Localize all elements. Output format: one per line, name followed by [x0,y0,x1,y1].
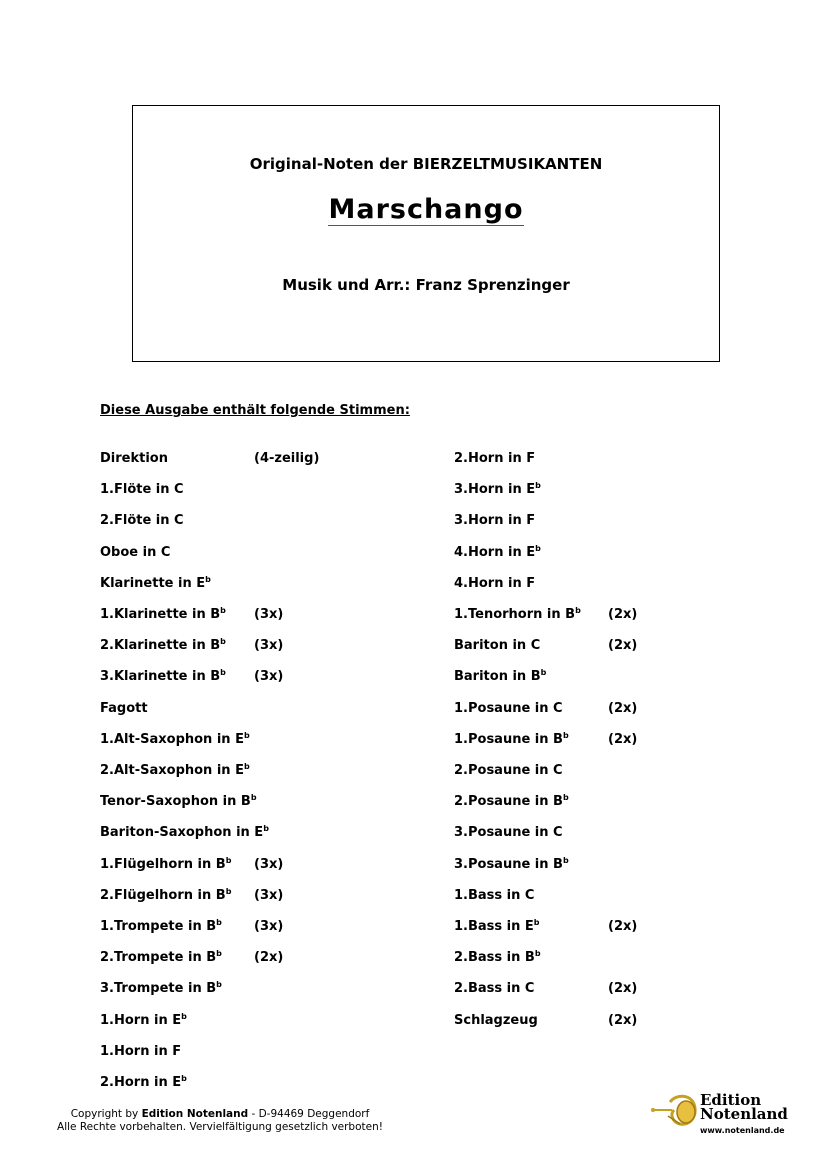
part-count: (2x) [608,981,638,996]
part-label: Bariton-Saxophon in E [100,825,264,840]
flat-sign: b [535,544,541,553]
part-label: 1.Posaune in B [454,732,563,747]
part-label: Bariton in B [454,669,541,684]
part-name [100,1044,181,1060]
flat-sign: b [225,856,232,865]
part-count: (2x) [608,607,638,622]
flat-sign: b [263,824,269,833]
title-text: Marschango [328,194,524,225]
part-label: Fagott [100,701,148,716]
part-name [454,794,569,810]
part-count: (3x) [254,857,284,872]
flat-sign: b [533,918,540,927]
part-name [100,888,231,904]
part-label: 1.Flöte in C [100,482,184,497]
part-label: 2.Flöte in C [100,513,184,528]
part-label: 2.Klarinette in B [100,638,221,653]
parts-heading: Diese Ausgabe enthält folgende Stimmen: [100,403,410,418]
part-name [100,825,269,841]
part-name [100,732,250,748]
copyright-line [50,1108,390,1121]
part-label: 2.Horn in F [454,451,536,466]
part-name [100,513,184,529]
flat-sign: b [562,731,569,740]
title-box [132,105,720,362]
flat-sign: b [535,481,541,490]
part-name [454,1013,538,1029]
part-name [100,794,257,810]
part-name [100,607,226,623]
part-label: 3.Posaune in B [454,857,563,872]
rights-line: Alle Rechte vorbehalten. Vervielfältigung gesetzlich verboten! [57,1121,383,1133]
part-name [100,919,222,935]
flat-sign: b [181,1012,187,1021]
flat-sign: b [540,668,547,677]
part-name [100,857,231,873]
part-name [454,513,535,529]
part-count: (3x) [254,607,284,622]
part-name [454,701,563,717]
part-name [454,451,535,467]
part-name [454,732,569,748]
part-label: Tenor-Saxophon in B [100,794,251,809]
part-label: Direktion [100,451,168,466]
part-label: 1.Flügelhorn in B [100,857,226,872]
part-label: Bariton in C [454,638,541,653]
part-name [100,669,226,685]
part-label: Oboe in C [100,545,171,560]
part-count: (2x) [608,1013,638,1028]
part-name [100,701,148,717]
part-label: 2.Alt-Saxophon in E [100,763,244,778]
part-label: 2.Horn in E [100,1075,182,1090]
part-label: 1.Bass in C [454,888,535,903]
part-name [454,545,541,561]
part-count: (2x) [608,701,638,716]
part-count: (2x) [608,732,638,747]
part-name [454,482,541,498]
copyright-brand: Edition Notenland [141,1108,249,1120]
part-count: (4-zeilig) [254,451,320,466]
part-label: 3.Klarinette in B [100,669,221,684]
flat-sign: b [220,606,226,615]
part-name [454,825,563,841]
part-name [100,950,222,966]
part-label: 2.Flügelhorn in B [100,888,226,903]
part-label: 3.Horn in F [454,513,536,528]
part-count: (3x) [254,669,284,684]
flat-sign: b [243,731,250,740]
flat-sign: b [181,1074,187,1083]
part-name [100,763,250,779]
part-name [454,607,581,623]
part-label: 1.Tenorhorn in B [454,607,576,622]
flat-sign: b [220,637,226,646]
subtitle: Original-Noten der BIERZELTMUSIKANTEN [249,155,603,173]
flat-sign: b [220,668,226,677]
part-label: 1.Horn in E [100,1013,182,1028]
page-title [133,194,719,225]
part-label: 4.Horn in E [454,545,536,560]
part-name [454,638,540,654]
horn-icon [650,1088,700,1134]
composer: Musik und Arr.: Franz Sprenzinger [282,276,570,294]
part-name [454,981,534,997]
part-name [100,1013,187,1029]
part-label: 3.Posaune in C [454,825,563,840]
copyright-prefix: Copyright by [70,1108,142,1120]
logo [650,1088,788,1138]
flat-sign: b [216,918,222,927]
part-label: 1.Bass in E [454,919,534,934]
flat-sign: b [534,949,541,958]
copyright [50,1108,390,1134]
part-label: 3.Trompete in B [100,981,217,996]
part-name [100,482,184,498]
part-name [454,576,535,592]
flat-sign: b [205,575,211,584]
logo-line1: Edition [700,1091,762,1109]
part-label: 1.Posaune in C [454,701,563,716]
flat-sign: b [250,793,257,802]
flat-sign: b [562,856,569,865]
part-name [454,888,534,904]
part-count: (2x) [608,919,638,934]
part-label: 2.Posaune in C [454,763,563,778]
flat-sign: b [243,762,250,771]
part-name [454,857,569,873]
part-label: 1.Trompete in B [100,919,217,934]
logo-url: www.notenland.de [700,1126,785,1135]
logo-line2: Notenland [700,1105,788,1123]
part-label: Klarinette in E [100,576,206,591]
part-label: 1.Klarinette in B [100,607,221,622]
part-count: (3x) [254,638,284,653]
part-name [454,919,540,935]
part-label: 3.Horn in E [454,482,536,497]
part-count: (2x) [608,638,638,653]
flat-sign: b [562,793,569,802]
part-name [100,638,226,654]
part-label: 2.Bass in B [454,950,535,965]
part-label: 1.Horn in F [100,1044,182,1059]
flat-sign: b [575,606,581,615]
copyright-suffix: - D-94469 Deggendorf [248,1108,370,1120]
part-name [100,981,222,997]
flat-sign: b [225,887,232,896]
part-name [454,950,541,966]
part-label: 1.Alt-Saxophon in E [100,732,244,747]
part-label: 2.Trompete in B [100,950,217,965]
part-label: 4.Horn in F [454,576,536,591]
flat-sign: b [216,980,222,989]
part-count: (3x) [254,919,284,934]
part-name [454,669,546,685]
part-name [454,763,563,779]
part-label: 2.Bass in C [454,981,535,996]
part-label: 2.Posaune in B [454,794,563,809]
part-name [100,451,168,467]
flat-sign: b [216,949,222,958]
part-name [100,545,170,561]
part-name [100,576,211,592]
part-name [100,1075,187,1091]
part-count: (2x) [254,950,284,965]
part-count: (3x) [254,888,284,903]
part-label: Schlagzeug [454,1013,538,1028]
